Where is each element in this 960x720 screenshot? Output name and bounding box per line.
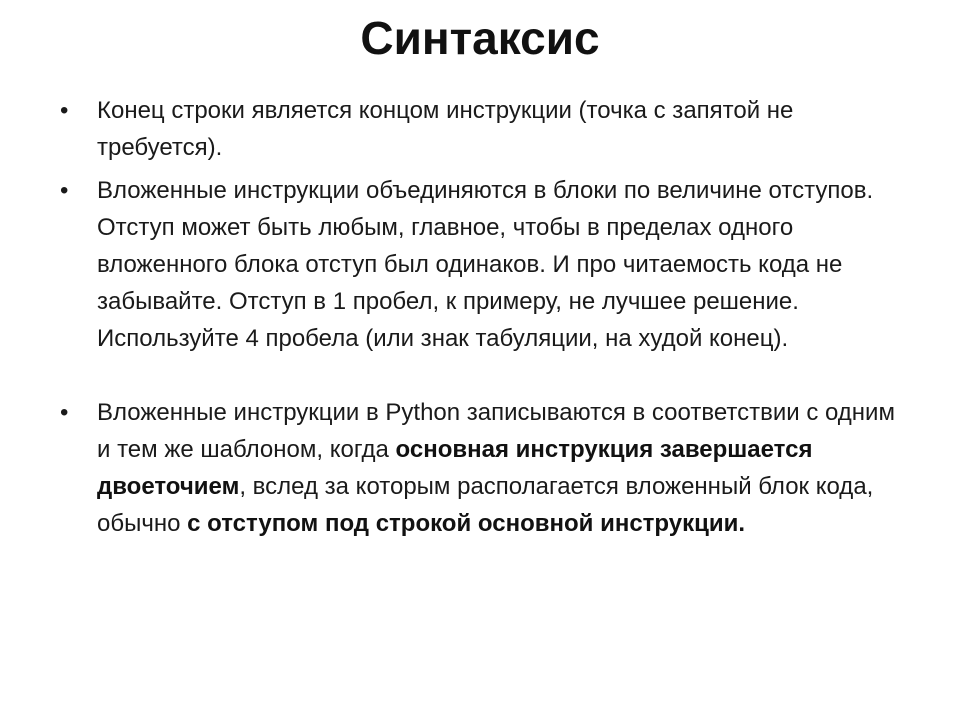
bullet-text: Конец строки является концом инструкции (точка с запятой не требуется). bbox=[97, 97, 794, 161]
bullet-item-indentation bbox=[60, 172, 910, 357]
bullet-item-python-pattern bbox=[60, 394, 910, 542]
bullet-text: Вложенные инструкции объединяются в блоки по величине отступов. Отступ может быть любым, главное, чтобы в пределах одного вложенного блока отступ был одинаков. И про читаемость кода не забывайте. Отступ в 1 пробел, к примеру, не лучшее решение. Используйте 4 пробела (или знак табуляции, на худой конец). bbox=[97, 177, 874, 352]
bullet-list bbox=[60, 92, 910, 542]
bullet-text-part-1: Вложенные инструкции в Python записываются в соответствии с одним и тем же шаблоном, когда bbox=[97, 399, 895, 463]
bullet-item-line-end bbox=[60, 92, 910, 166]
slide-title: Синтаксис bbox=[360, 12, 600, 64]
bullet-icon: • bbox=[60, 97, 69, 124]
bullet-text-bold-2: с отступом под строкой основной инструкции. bbox=[187, 510, 746, 537]
bullet-text-part-2: , вслед за которым располагается вложенный блок кода, обычно bbox=[97, 473, 874, 537]
bullet-icon: • bbox=[60, 399, 69, 426]
bullet-icon: • bbox=[60, 177, 69, 204]
bullet-text-bold-1: основная инструкция завершается двоеточием bbox=[97, 436, 813, 500]
